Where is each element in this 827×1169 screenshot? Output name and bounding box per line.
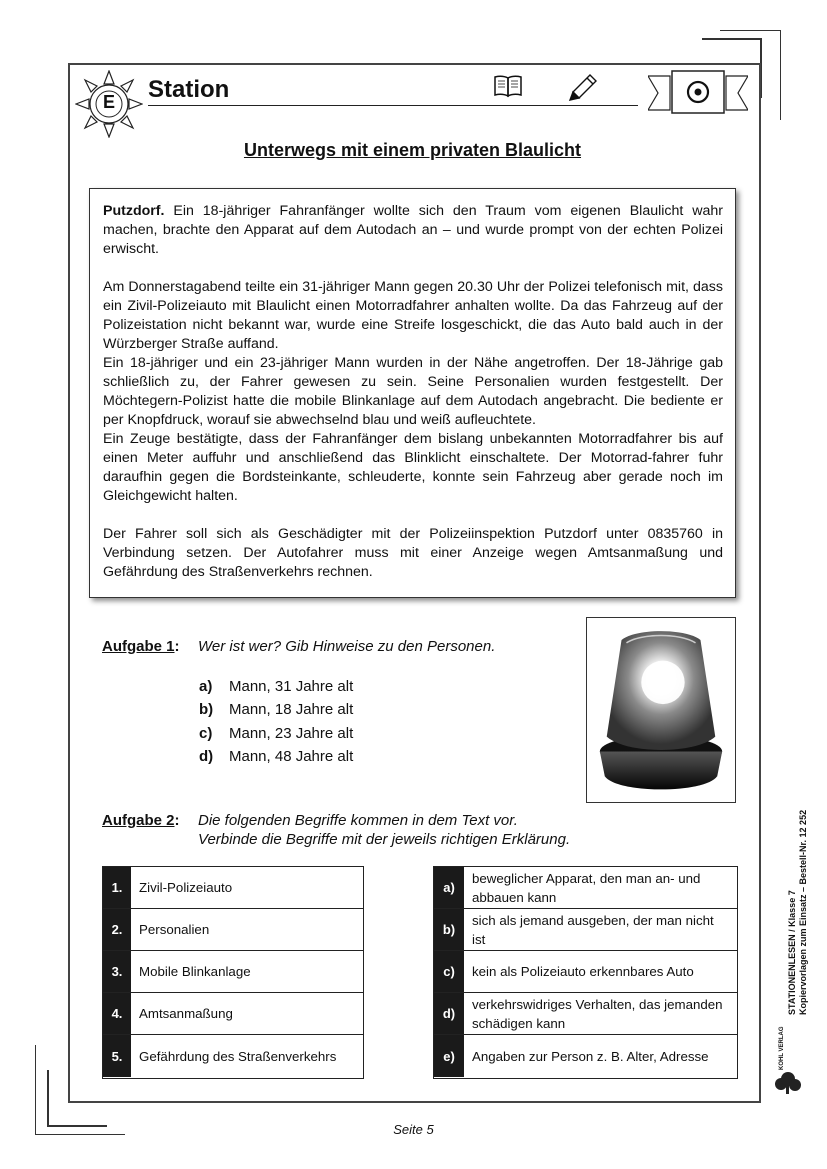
table-row: 4. Amtsanmaßung <box>103 993 363 1035</box>
corner-line-top-right <box>702 38 762 40</box>
logo-text: KOHL VERLAG <box>779 1026 785 1070</box>
table-row: 2. Personalien <box>103 909 363 951</box>
corner-line-top-right <box>780 30 781 120</box>
article-paragraph: Putzdorf. Ein 18-jähriger Fahranfänger wollte sich den Traum vom eigenen Blaulicht wahr machen, brachte den Apparat auf dem Autodach an – und wurde prompt von der echten Polizei erwischt. <box>103 203 723 257</box>
corner-line-top-right <box>720 30 780 31</box>
table-row: e) Angaben zur Person z. B. Alter, Adresse <box>434 1035 737 1077</box>
table-row: b) sich als jemand ausgeben, der man nicht ist <box>434 909 737 951</box>
kohl-logo <box>771 1026 805 1095</box>
pencil-icon <box>568 73 598 101</box>
page-number: Seite 5 <box>393 1122 434 1137</box>
target-icon <box>648 70 748 116</box>
task2-instruction-line2: Verbinde die Begriffe mit der jeweils richtigen Erklärung. <box>198 831 571 848</box>
task2-label: Aufgabe 2 <box>102 812 175 829</box>
task1-heading: Aufgabe 1: <box>102 638 180 655</box>
table-row: a) beweglicher Apparat, den man an- und abbauen kann <box>434 867 737 909</box>
table-row: 3. Mobile Blinkanlage <box>103 951 363 993</box>
article-dateline: Putzdorf. <box>103 203 165 219</box>
list-item: d) Mann, 48 Jahre alt <box>199 747 354 765</box>
station-badge-letter: E <box>102 92 115 112</box>
task1-instruction: Wer ist wer? Gib Hinweise zu den Personen. <box>198 638 496 655</box>
article-paragraph: Der Fahrer soll sich als Geschädigter mit der Polizeiinspektion Putzdorf unter 0835760 in Verbindung setzen. Der Autofahrer muss mit einer Anzeige wegen Amtsanmaßung und Gefährdung des Straßenverkehrs rechnen. <box>103 526 723 580</box>
publisher-info: STATIONENLESEN / Klasse 7 Kopiervorlagen zum Einsatz – Bestell-Nr. 12 252 <box>787 809 808 1015</box>
definitions-table <box>433 866 738 1079</box>
article-paragraph: Am Donnerstagabend teilte ein 31-jähriger Mann gegen 20.30 Uhr der Polizei telefonisch mit, dass ein Zivil-Polizeiauto mit Blaulicht einen Motorradfahrer anhalten wollte. Da das Fahrzeug auf der Polizeistation nicht bekannt war, wurde eine Streife losgeschickt, die das Auto bald auch in der Würzberger Straße auffand. <box>103 279 723 352</box>
article-paragraph: Ein Zeuge bestätigte, dass der Fahranfänger dem bislang unbekannten Motorradfahrer bis auf einen Meter auffuhr und anschließend das Blinklicht einschaltete. Der Motorrad-fahrer fuhr daraufhin gegen die Bordsteinkante, schleuderte, konnte sein Fahrzeug aber gerade noch im Gleichgewicht halten. <box>103 431 723 504</box>
book-icon <box>493 74 523 98</box>
article-paragraph: Ein 18-jähriger und ein 23-jähriger Mann wurden in der Nähe angetroffen. Der 18-Jährige gab schließlich zu, der Fahrer gewesen zu sein. Seine Personalien wurden festgestellt. Der Möchtegern-Polizist hatte die mobile Blinkanlage auf dem Autodach angebracht. Die bediente er per Knopfdruck, worauf sie abwechselnd blau und weiß aufleuchtete. <box>103 355 723 428</box>
siren-photo <box>586 617 736 803</box>
task2-instruction-line1: Die folgenden Begriffe kommen in dem Text vor. <box>198 812 518 829</box>
main-title: Unterwegs mit einem privaten Blaulicht <box>243 140 582 160</box>
table-row: c) kein als Polizeiauto erkennbares Auto <box>434 951 737 993</box>
corner-line-bottom-left <box>47 1070 49 1127</box>
table-row: d) verkehrswidriges Verhalten, das jemanden schädigen kann <box>434 993 737 1035</box>
tree-icon <box>771 1035 805 1095</box>
list-item: a) Mann, 31 Jahre alt <box>199 678 354 695</box>
list-item: c) Mann, 23 Jahre alt <box>199 724 354 742</box>
station-title: Station <box>148 76 230 103</box>
task2-heading: Aufgabe 2: <box>102 812 180 829</box>
task1-label: Aufgabe 1 <box>102 638 175 655</box>
table-row: 1. Zivil-Polizeiauto <box>103 867 363 909</box>
terms-table <box>102 866 364 1079</box>
list-item: b) Mann, 18 Jahre alt <box>199 701 354 719</box>
table-row: 5. Gefährdung des Straßenverkehrs <box>103 1035 363 1077</box>
header-divider <box>148 105 638 106</box>
task1-list <box>199 675 353 768</box>
article-box <box>89 188 736 598</box>
